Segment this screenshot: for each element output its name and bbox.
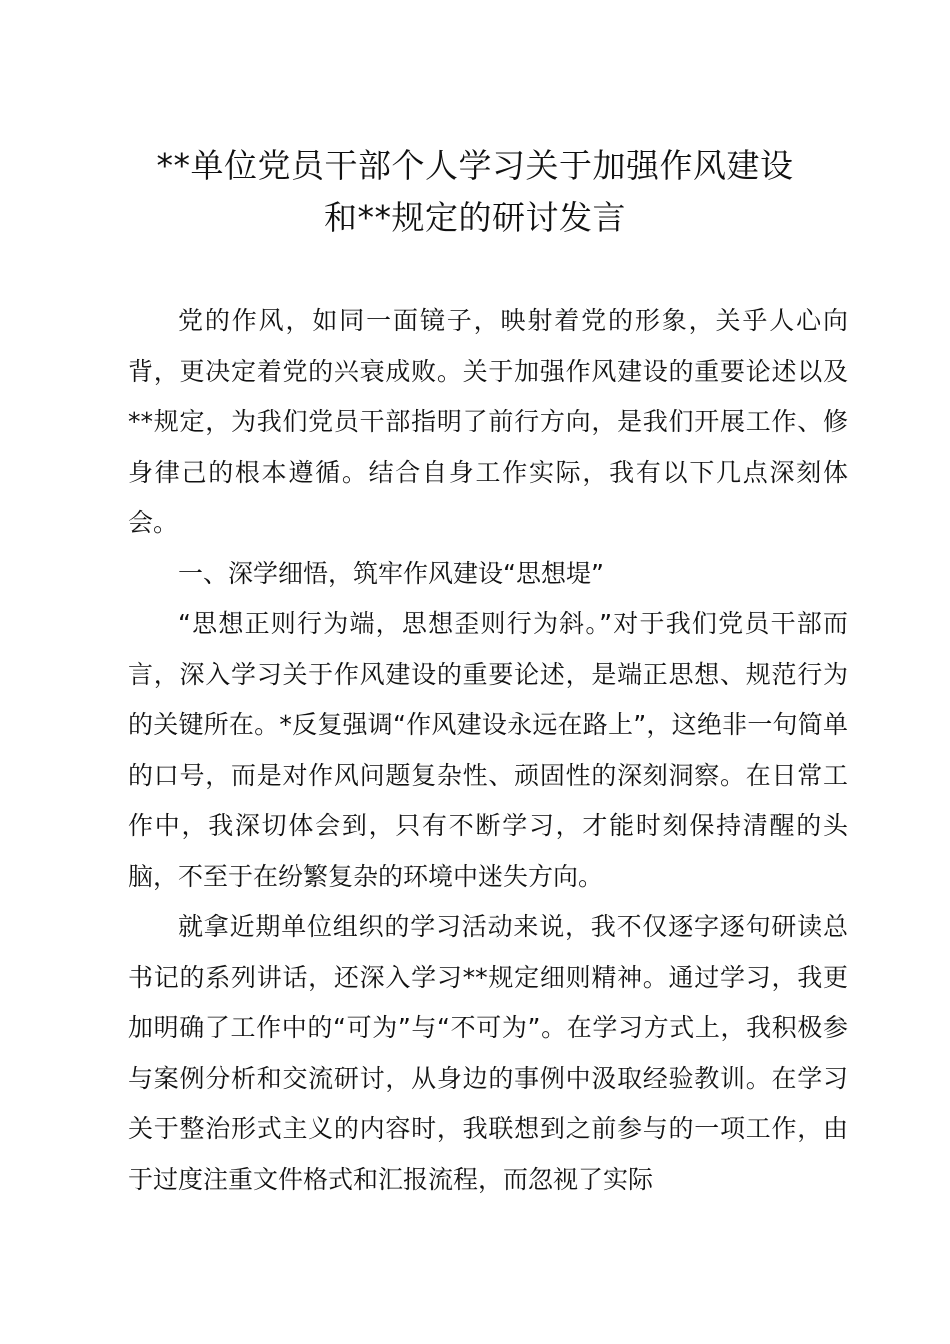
- document-title: [90, 140, 860, 244]
- section-heading-1: 一、深学细悟，筑牢作风建设“思想堤”: [178, 558, 604, 588]
- title-line-1: **单位党员干部个人学习关于加强作风建设: [156, 146, 794, 185]
- paragraph-intro: 党的作风，如同一面镜子，映射着党的形象，关乎人心向背，更决定着党的兴衰成败。关于加强作风建设的重要论述以及**规定，为我们党员干部指明了前行方向，是我们开展工作、修身律己的根本遵循。结合自身工作实际，我有以下几点深刻体会。: [128, 306, 848, 537]
- document-body: [128, 296, 848, 1205]
- title-line-2: 和**规定的研讨发言: [324, 198, 626, 237]
- paragraph-study-activity: 就拿近期单位组织的学习活动来说，我不仅逐字逐句研读总书记的系列讲话，还深入学习**规定细则精神。通过学习，我更加明确了工作中的“可为”与“不可为”。在学习方式上，我积极参与案例分析和交流研讨，从身边的事例中汲取经验教训。在学习关于整治形式主义的内容时，我联想到之前参与的一项工作，由于过度注重文件格式和汇报流程，而忽视了实际: [128, 912, 848, 1194]
- paragraph-section-1: “思想正则行为端，思想歪则行为斜。”对于我们党员干部而言，深入学习关于作风建设的重要论述，是端正思想、规范行为的关键所在。*反复强调“作风建设永远在路上”，这绝非一句简单的口号，而是对作风问题复杂性、顽固性的深刻洞察。在日常工作中，我深切体会到，只有不断学习，才能时刻保持清醒的头脑，不至于在纷繁复杂的环境中迷失方向。: [128, 609, 848, 891]
